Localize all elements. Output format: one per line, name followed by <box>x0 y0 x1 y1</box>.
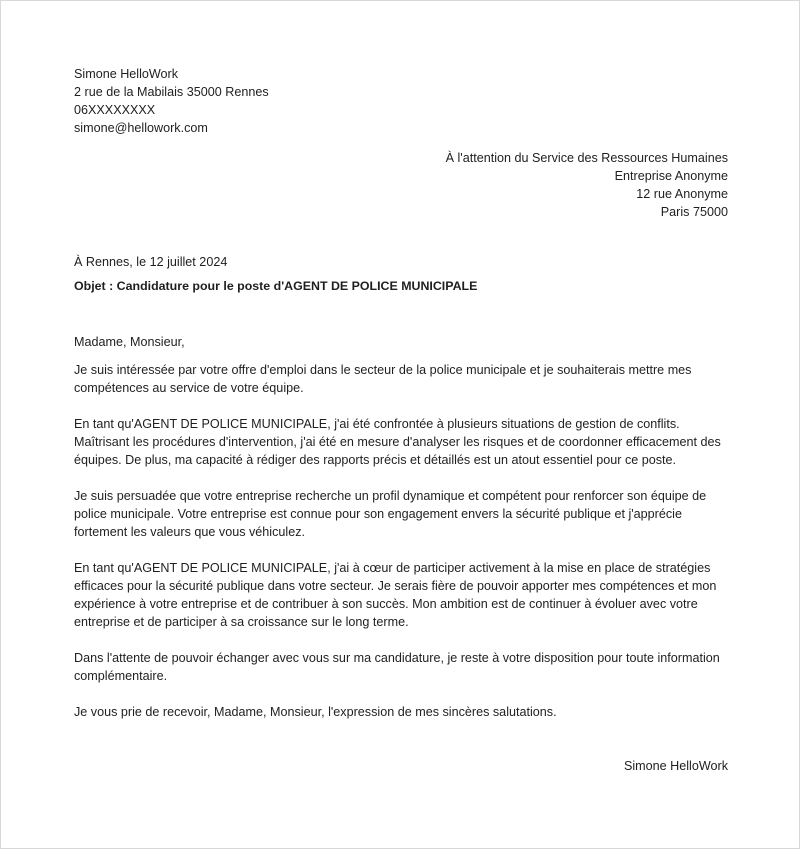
sender-email: simone@hellowork.com <box>74 121 208 135</box>
date-line: À Rennes, le 12 juillet 2024 <box>74 255 228 269</box>
sender-phone: 06XXXXXXXX <box>74 103 156 117</box>
paragraph-4: En tant qu'AGENT DE POLICE MUNICIPALE, j'ai à cœur de participer activement à la mise en place de stratégies efficaces pour la sécurité publique dans votre secteur. Je serais fière de pouvoir apporter mes compétences et mon expérience à votre entreprise et de contribuer à son succès. Mon ambition est de continuer à évoluer avec votre entreprise et de participer à sa croissance sur le long terme. <box>74 561 717 629</box>
paragraph-3: Je suis persuadée que votre entreprise recherche un profil dynamique et compétent pour renforcer son équipe de police municipale. Votre entreprise est connue pour son engagement envers la sécurité publique et j'apprécie fortement les valeurs que vous véhiculez. <box>74 489 707 539</box>
sender-block <box>74 65 728 137</box>
recipient-city: Paris 75000 <box>660 205 728 219</box>
sender-name: Simone HelloWork <box>74 67 179 81</box>
sender-address: 2 rue de la Mabilais 35000 Rennes <box>74 85 269 99</box>
paragraph-6: Je vous prie de recevoir, Madame, Monsieur, l'expression de mes sincères salutations. <box>74 705 557 719</box>
signature: Simone HelloWork <box>623 759 728 773</box>
letter-content <box>74 65 728 775</box>
salutation: Madame, Monsieur, <box>74 335 185 349</box>
recipient-block <box>74 149 728 221</box>
recipient-company: Entreprise Anonyme <box>614 169 728 183</box>
paragraph-5: Dans l'attente de pouvoir échanger avec vous sur ma candidature, je reste à votre disposition pour toute information complémentaire. <box>74 651 720 683</box>
paragraph-2: En tant qu'AGENT DE POLICE MUNICIPALE, j'ai été confrontée à plusieurs situations de gestion de conflits. Maîtrisant les procédures d'intervention, j'ai été en mesure d'analyser les risques et de coordonner efficacement des équipes. De plus, ma capacité à rédiger des rapports précis et détaillés est un atout essentiel pour ce poste. <box>74 417 721 467</box>
subject-line: Objet : Candidature pour le poste d'AGENT DE POLICE MUNICIPALE <box>74 279 478 293</box>
recipient-street: 12 rue Anonyme <box>636 187 728 201</box>
paragraph-1: Je suis intéressée par votre offre d'emploi dans le secteur de la police municipale et je souhaiterais mettre mes compétences au service de votre équipe. <box>74 363 692 395</box>
recipient-attention: À l'attention du Service des Ressources Humaines <box>445 151 728 165</box>
